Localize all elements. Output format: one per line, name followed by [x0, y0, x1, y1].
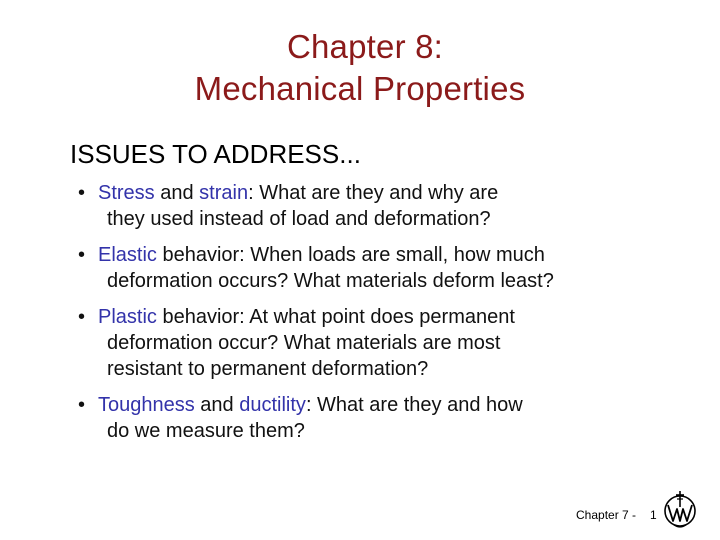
bullet-dot: • [78, 182, 86, 204]
bullet-continuation-line: deformation occur? What materials are most [107, 332, 501, 354]
highlighted-term: Elastic [98, 244, 157, 266]
bullet-continuation-line: do we measure them? [107, 420, 305, 442]
bullet-item [78, 242, 688, 294]
bullet-item [78, 304, 688, 382]
highlighted-term: Plastic [98, 306, 157, 328]
bullet-first-line [98, 244, 545, 266]
bullet-dot: • [78, 394, 86, 416]
highlighted-term: Toughness [98, 394, 195, 416]
bullet-continuation-line: deformation occurs? What materials deform least? [107, 270, 554, 292]
bullet-first-line [98, 182, 498, 204]
bullet-continuation-line: they used instead of load and deformation? [107, 208, 491, 230]
bullet-text: and [194, 394, 240, 416]
issues-heading: ISSUES TO ADDRESS... [70, 139, 361, 169]
bullet-text: : What are they and why are [248, 182, 499, 204]
slide-title [0, 26, 720, 110]
bullet-continuation-line: resistant to permanent deformation? [107, 358, 429, 380]
slide-footer [576, 508, 657, 522]
bullet-text: behavior: At what point does permanent [156, 306, 515, 328]
bullet-text: and [154, 182, 200, 204]
footer-chapter-label: Chapter 7 - [576, 508, 637, 522]
title-line-2: Mechanical Properties [194, 70, 526, 107]
bullet-text: behavior: When loads are small, how much [156, 244, 545, 266]
bullet-item [78, 392, 688, 444]
highlighted-term: strain [199, 182, 249, 204]
bullet-item [78, 180, 688, 232]
wiley-logo-icon [660, 487, 700, 531]
highlighted-term: Stress [98, 182, 155, 204]
bullet-first-line [98, 394, 523, 416]
bullet-first-line [98, 306, 515, 328]
bullet-text: : What are they and how [305, 394, 523, 416]
bullet-dot: • [78, 306, 86, 328]
title-line-1: Chapter 8: [286, 28, 444, 65]
bullet-list [78, 180, 688, 454]
bullet-dot: • [78, 244, 86, 266]
highlighted-term: ductility [239, 394, 306, 416]
footer-page-number: 1 [650, 508, 657, 522]
